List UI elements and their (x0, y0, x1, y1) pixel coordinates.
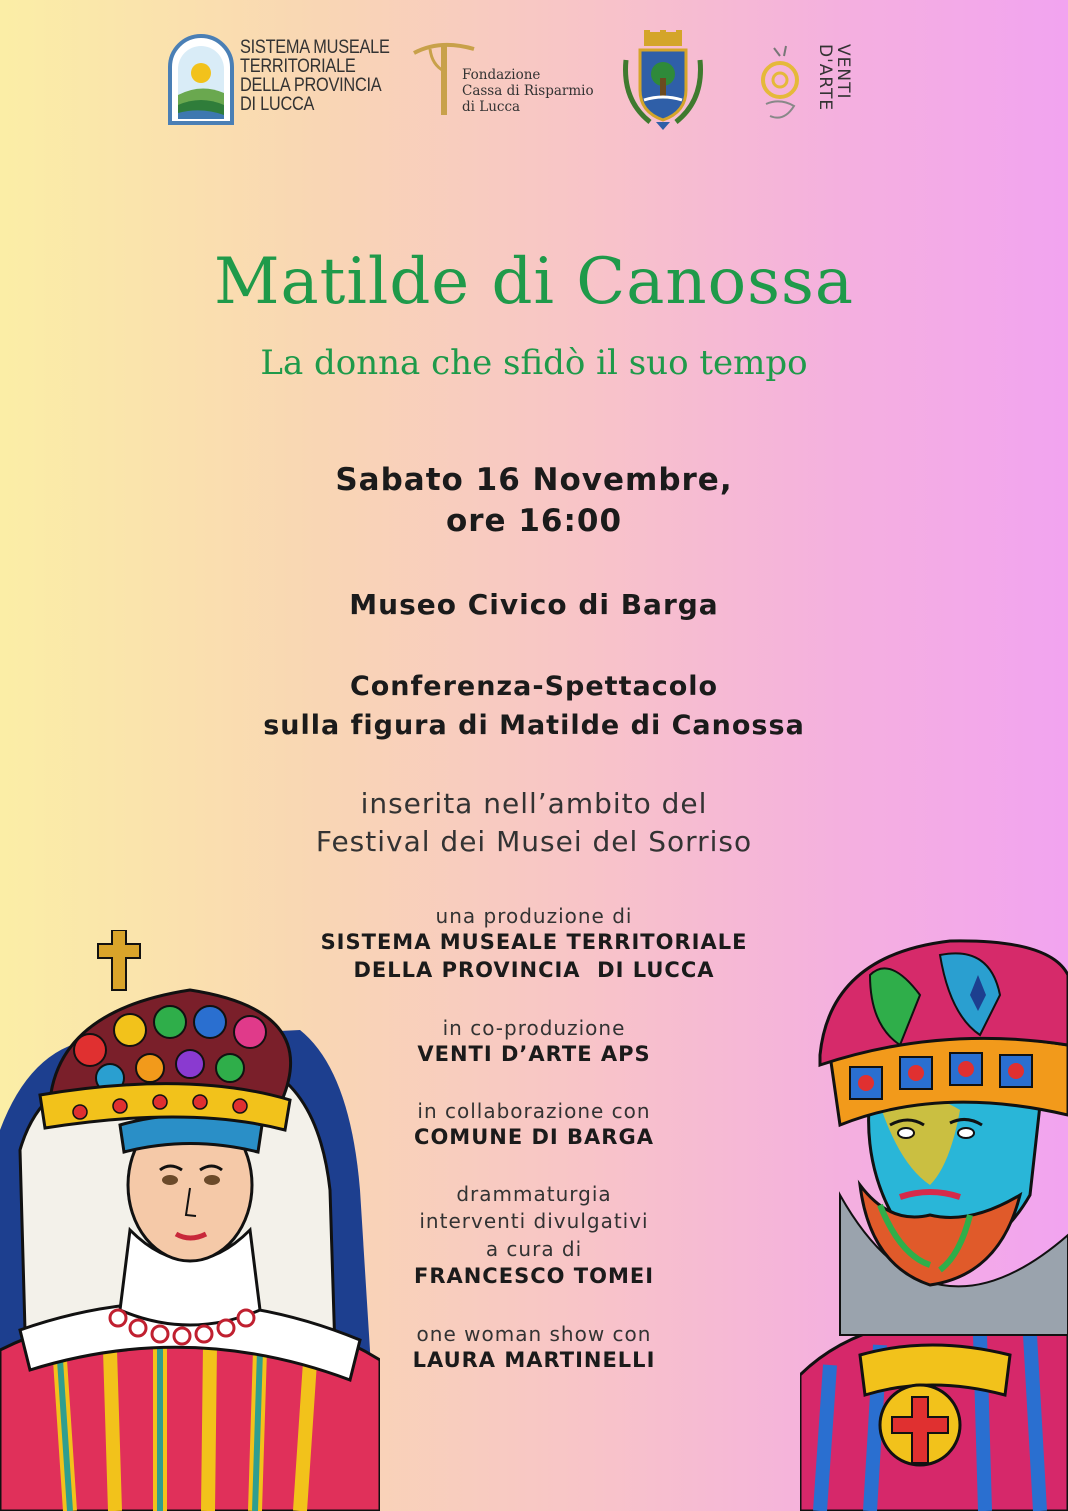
dramaturgy-name: FRANCESCO TOMEI (413, 1264, 655, 1288)
coproduction-label: in co-produzione (442, 1016, 626, 1040)
dramaturgy-label-line2: interventi divulgativi (419, 1209, 649, 1233)
venti-darte-logo-text: VENTI D'ARTE (815, 44, 853, 112)
festival-intro: inserita nell’ambito del (360, 787, 708, 820)
venti-darte-logo (760, 42, 810, 136)
poster-title: Matilde di Canossa (213, 245, 855, 319)
collaboration-name: COMUNE DI BARGA (414, 1125, 654, 1149)
sistema-museale-logo (166, 33, 236, 129)
event-date: Sabato 16 Novembre, (335, 462, 733, 498)
coproduction-name: VENTI D’ARTE APS (417, 1042, 651, 1066)
poster-subtitle: La donna che sfidò il suo tempo (260, 343, 808, 383)
fondazione-logo-text: Fondazione Cassa di Risparmio di Lucca (462, 67, 594, 115)
event-type: Conferenza-Spettacolo (349, 671, 719, 702)
museum-arch-icon (166, 33, 236, 125)
comune-crest-logo (620, 30, 706, 138)
matilde-portrait-illustration (0, 930, 380, 1511)
coat-of-arms-icon (620, 30, 706, 134)
festival-name: Festival dei Musei del Sorriso (315, 825, 753, 858)
event-venue: Museo Civico di Barga (349, 588, 719, 621)
event-time: ore 16:00 (445, 503, 623, 539)
show-label: one woman show con (416, 1322, 652, 1346)
sistema-museale-logo-text: SISTEMA MUSEALE TERRITORIALE DELLA PROVINCIA DI LUCCA (240, 37, 390, 115)
dramaturgy-label-line3: a cura di (485, 1237, 583, 1261)
production-name-line2: DELLA PROVINCIA DI LUCCA (353, 958, 715, 982)
collaboration-label: in collaborazione con (417, 1099, 651, 1123)
production-label: una produzione di (435, 904, 633, 928)
show-performer: LAURA MARTINELLI (412, 1348, 656, 1372)
event-topic: sulla figura di Matilde di Canossa (263, 710, 805, 741)
dramaturgy-label: drammaturgia (456, 1182, 612, 1206)
production-name-line1: SISTEMA MUSEALE TERRITORIALE (320, 930, 748, 954)
venti-darte-symbol-icon (760, 42, 810, 132)
king-portrait-illustration (800, 935, 1068, 1511)
